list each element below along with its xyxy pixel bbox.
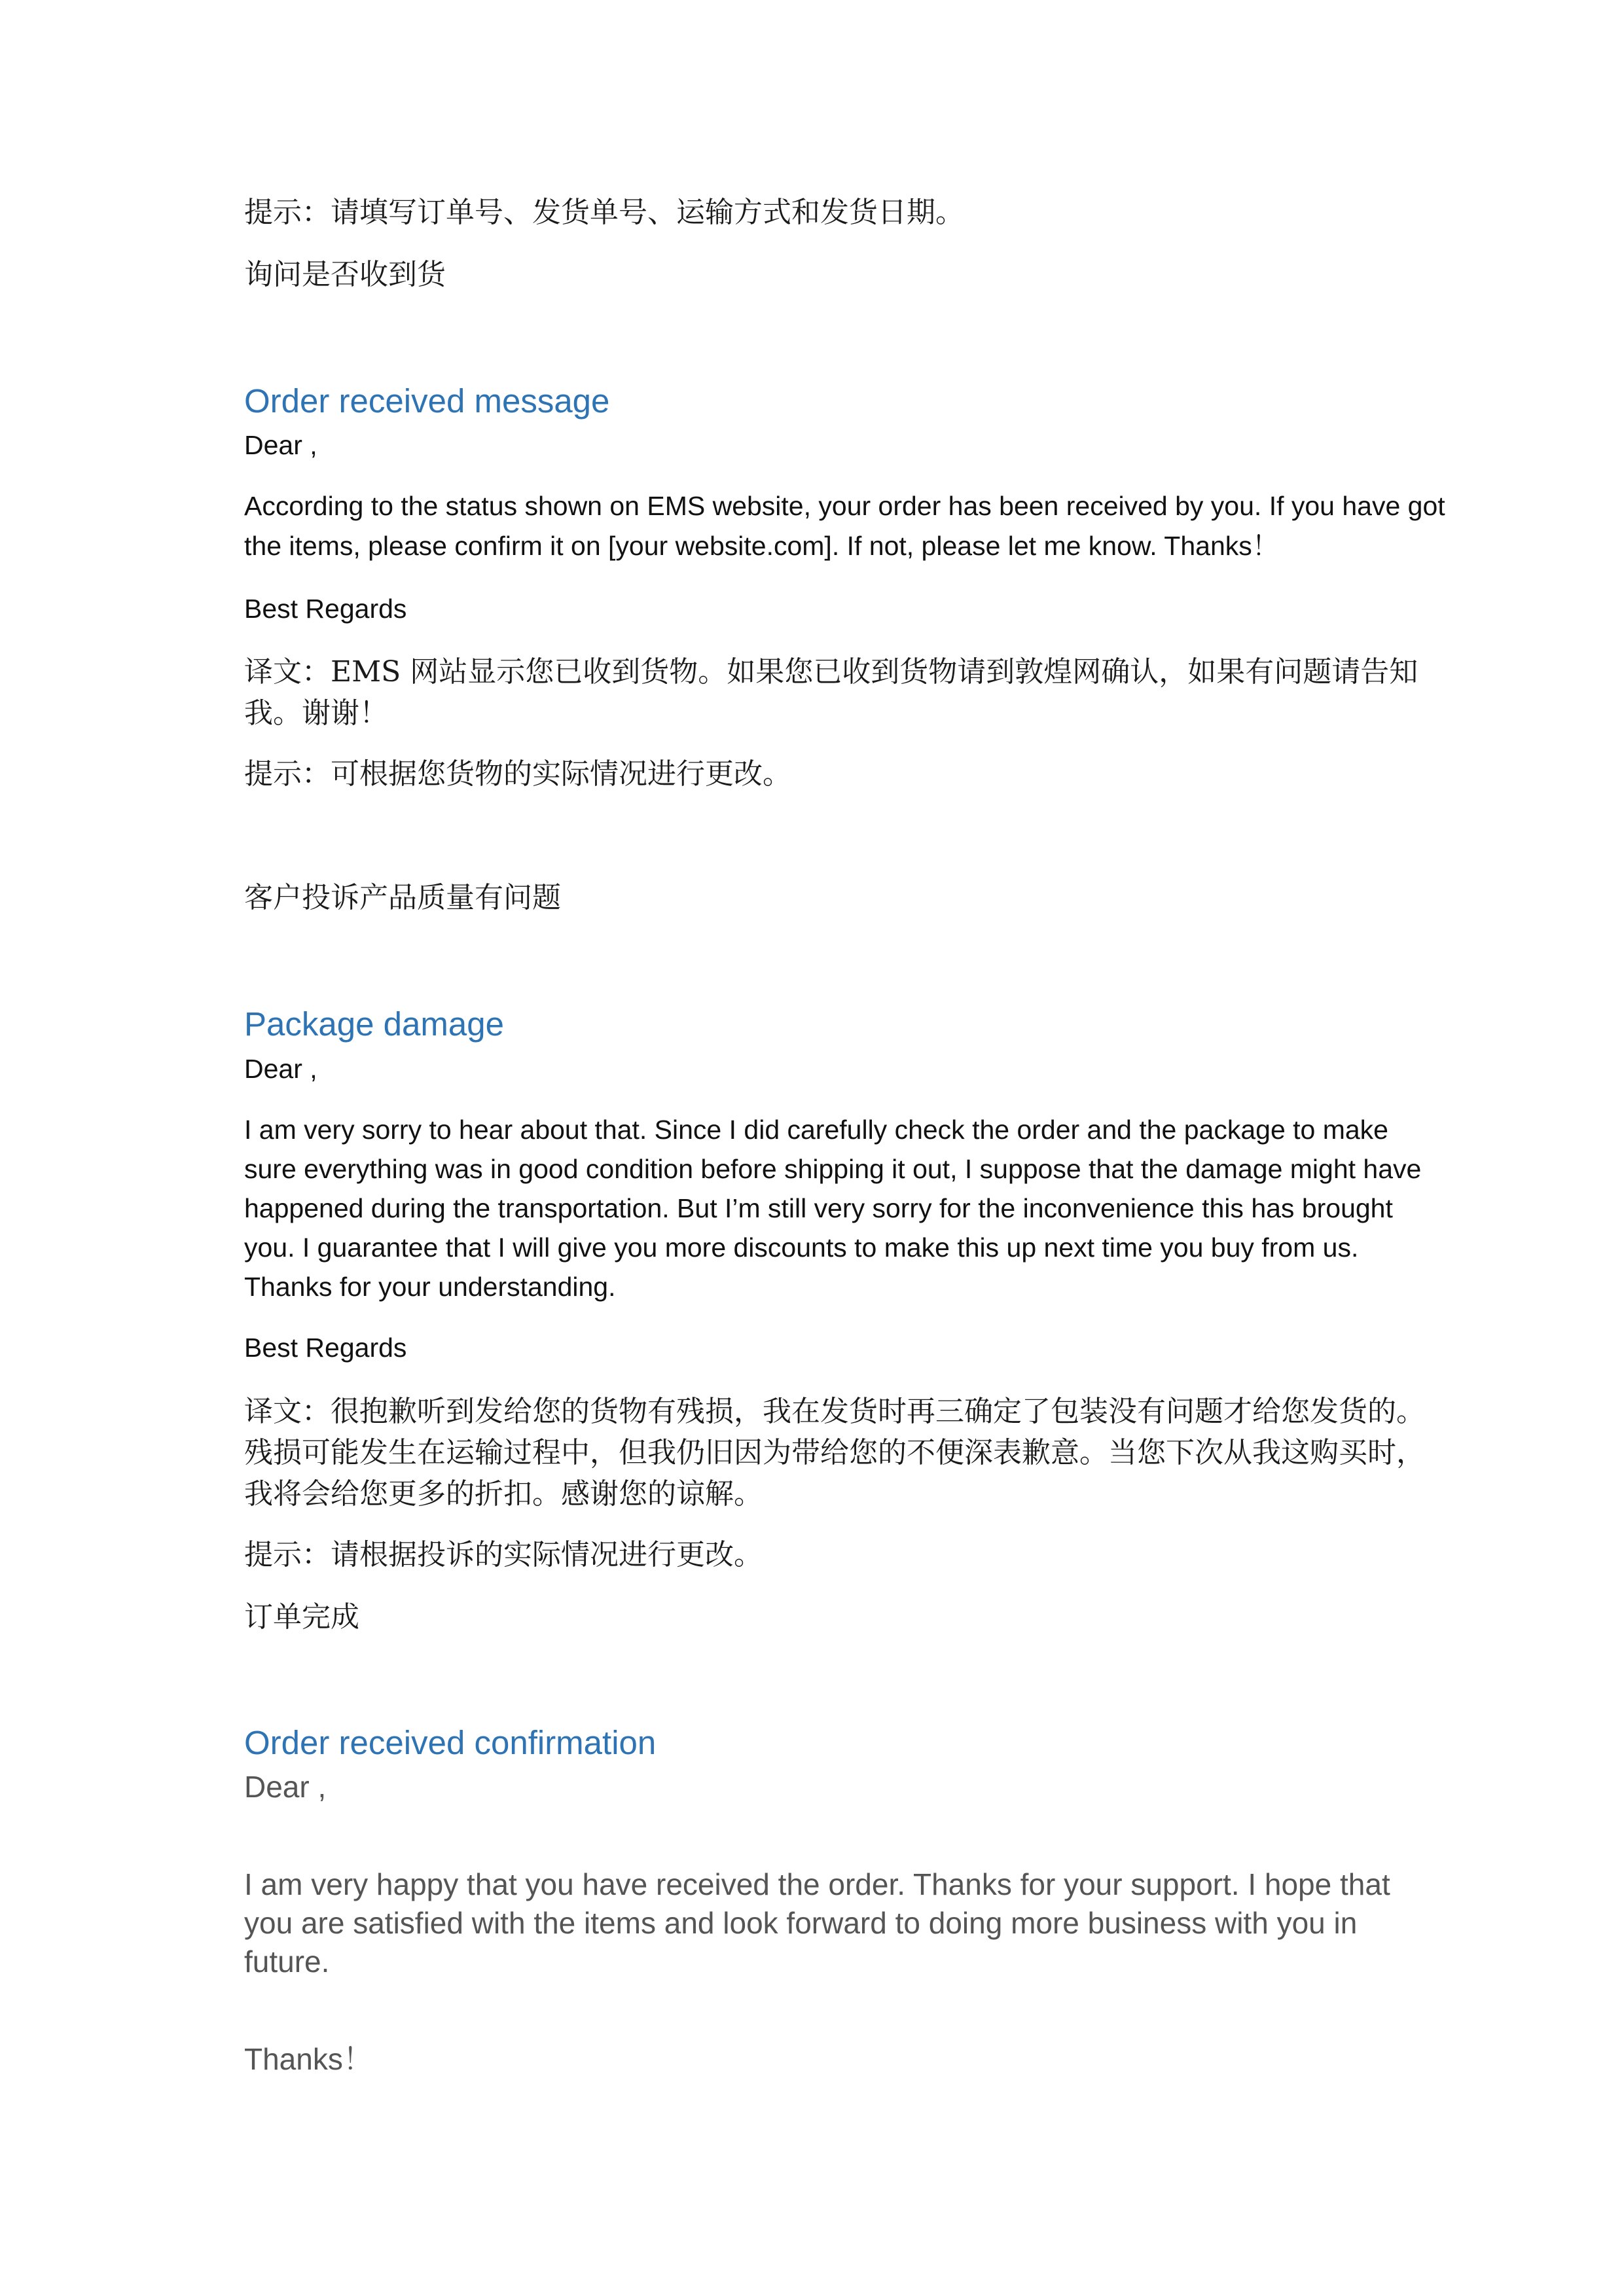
tip-package-damage: 提示：请根据投诉的实际情况进行更改。 [244, 1538, 763, 1571]
tip-order-received: 提示：可根据您货物的实际情况进行更改。 [244, 757, 791, 791]
greeting-package-damage: Dear , [244, 1054, 317, 1084]
heading-order-received-message: Order received message [244, 382, 610, 420]
section-label-complaint: 客户投诉产品质量有问题 [244, 881, 561, 914]
closing-order-confirmation: Thanks！ [244, 2042, 373, 2076]
greeting-order-confirmation: Dear , [244, 1770, 327, 1804]
section-label-order-complete: 订单完成 [244, 1600, 359, 1634]
section-label-ask-received: 询问是否收到货 [244, 258, 446, 291]
heading-order-received-confirmation: Order received confirmation [244, 1724, 657, 1761]
body-order-received: According to the status shown on EMS website, your order has been received by you. If you have got the items, please confirm it on [your website.com]. If not, please let me know. Thanks！ [244, 491, 1445, 561]
greeting-order-received: Dear , [244, 430, 317, 460]
body-order-confirmation: I am very happy that you have received the order. Thanks for your support. I hope that you are satisfied with the items and look forward to doing more business with you in future. [244, 1867, 1390, 1979]
signoff-order-received: Best Regards [244, 594, 407, 624]
translation-package-damage: 译文：很抱歉听到发给您的货物有残损，我在发货时再三确定了包装没有问题才给您发货的。残损可能发生在运输过程中，但我仍旧因为带给您的不便深表歉意。当您下次从我这购买时，我将会给您更多的折扣。感谢您的谅解。 [244, 1395, 1425, 1511]
heading-package-damage: Package damage [244, 1005, 504, 1043]
translation-order-received: 译文：EMS 网站显示您已收到货物。如果您已收到货物请到敦煌网确认，如果有问题请告知我。谢谢！ [244, 655, 1418, 730]
body-package-damage: I am very sorry to hear about that. Since I did carefully check the order and the package to make sure everything was in good condition before shipping it out, I suppose that the damage might have happened during the transportation. But I’m still very sorry for the inconvenience this has brought you. I guarantee that I will give you more discounts to make this up next time you buy from us. Thanks for your understanding. [244, 1115, 1422, 1302]
tip-fill-shipping-info: 提示：请填写订单号、发货单号、运输方式和发货日期。 [244, 196, 964, 229]
signoff-package-damage: Best Regards [244, 1333, 407, 1363]
